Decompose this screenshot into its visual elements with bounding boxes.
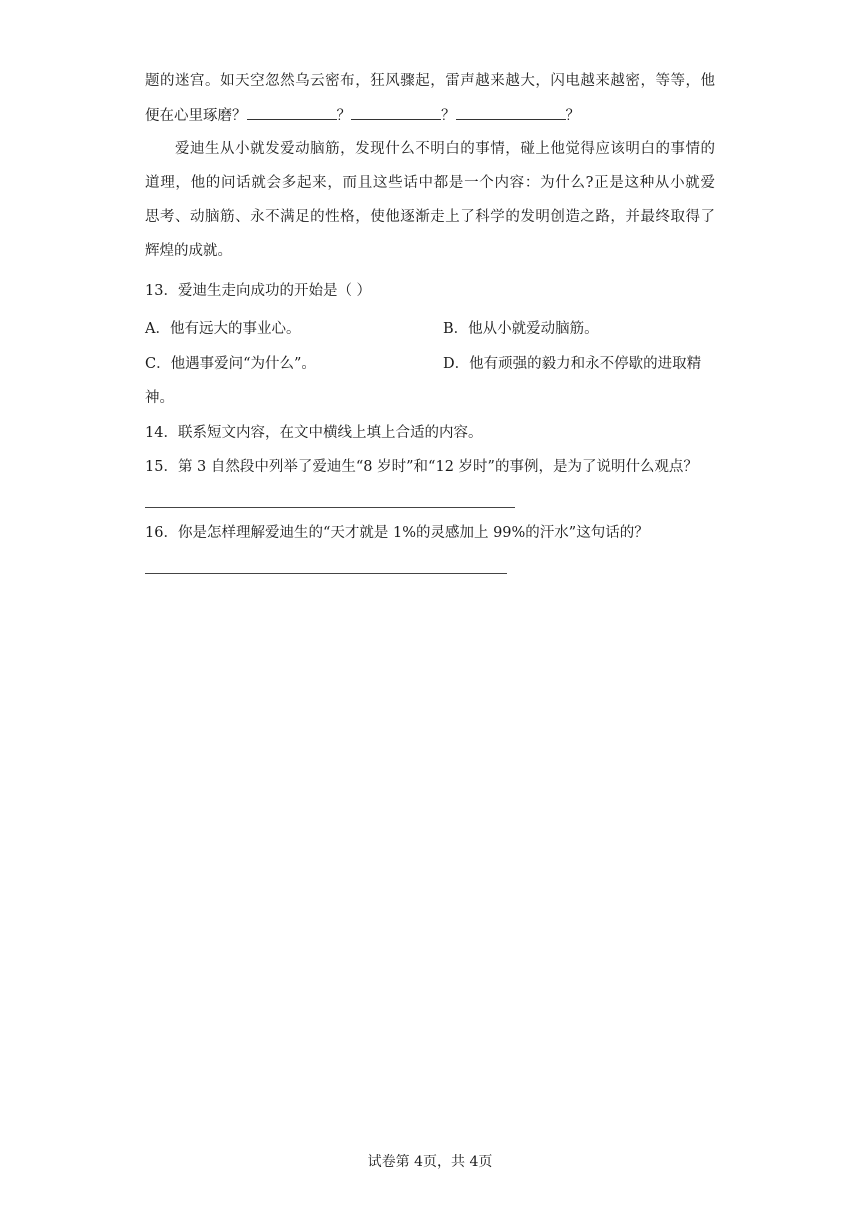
- question-13-option-d-continued: 神。: [145, 390, 174, 406]
- question-13-option-a[interactable]: A．他有远大的事业心。: [145, 321, 301, 337]
- passage-line-2-text: 便在心里琢磨？: [145, 108, 247, 124]
- question-13-option-c[interactable]: C．他遇事爱问“为什么”。: [145, 356, 316, 372]
- passage-para2-line-2: 道理，他的问话就会多起来，而且这些话中都是一个内容：为什么?正是这种从小就爱: [145, 175, 716, 191]
- question-13-option-d[interactable]: D．他有顽强的毅力和永不停歇的进取精: [443, 356, 702, 372]
- passage-line-1: 题的迷宫。如天空忽然乌云密布，狂风骤起，雷声越来越大，闪电越来越密，等等，他: [145, 73, 716, 89]
- question-13-option-b[interactable]: B．他从小就爱动脑筋。: [443, 321, 599, 337]
- passage-line-2: [145, 104, 715, 127]
- question-15-stem: 15．第 3 自然段中列举了爱迪生“8 岁时”和“12 岁时”的事例，是为了说明什么观点？: [145, 459, 698, 475]
- question-14-stem: 14．联系短文内容，在文中横线上填上合适的内容。: [145, 425, 483, 441]
- question-16-answer-line[interactable]: [145, 573, 507, 574]
- passage-para2-line-1: 爱迪生从小就发爱动脑筋，发现什么不明白的事情，碰上他觉得应该明白的事情的: [175, 141, 716, 157]
- question-13-stem: 13．爱迪生走向成功的开始是（ ）: [145, 283, 372, 299]
- question-mark-3: ？: [565, 108, 580, 124]
- question-mark-2: ？: [441, 108, 456, 124]
- question-mark-1: ？: [336, 108, 351, 124]
- fill-blank-1[interactable]: [247, 104, 337, 120]
- question-15-answer-line[interactable]: [145, 507, 515, 508]
- question-16-stem: 16．你是怎样理解爱迪生的“天才就是 1%的灵感加上 99%的汗水”这句话的？: [145, 525, 649, 541]
- fill-blank-3[interactable]: [456, 104, 566, 120]
- passage-para2-line-3: 思考、动脑筋、永不满足的性格，使他逐渐走上了科学的发明创造之路，并最终取得了: [145, 209, 716, 225]
- page-footer: 试卷第 4页，共 4页: [367, 1154, 493, 1170]
- passage-para2-line-4: 辉煌的成就。: [145, 243, 232, 259]
- fill-blank-2[interactable]: [351, 104, 441, 120]
